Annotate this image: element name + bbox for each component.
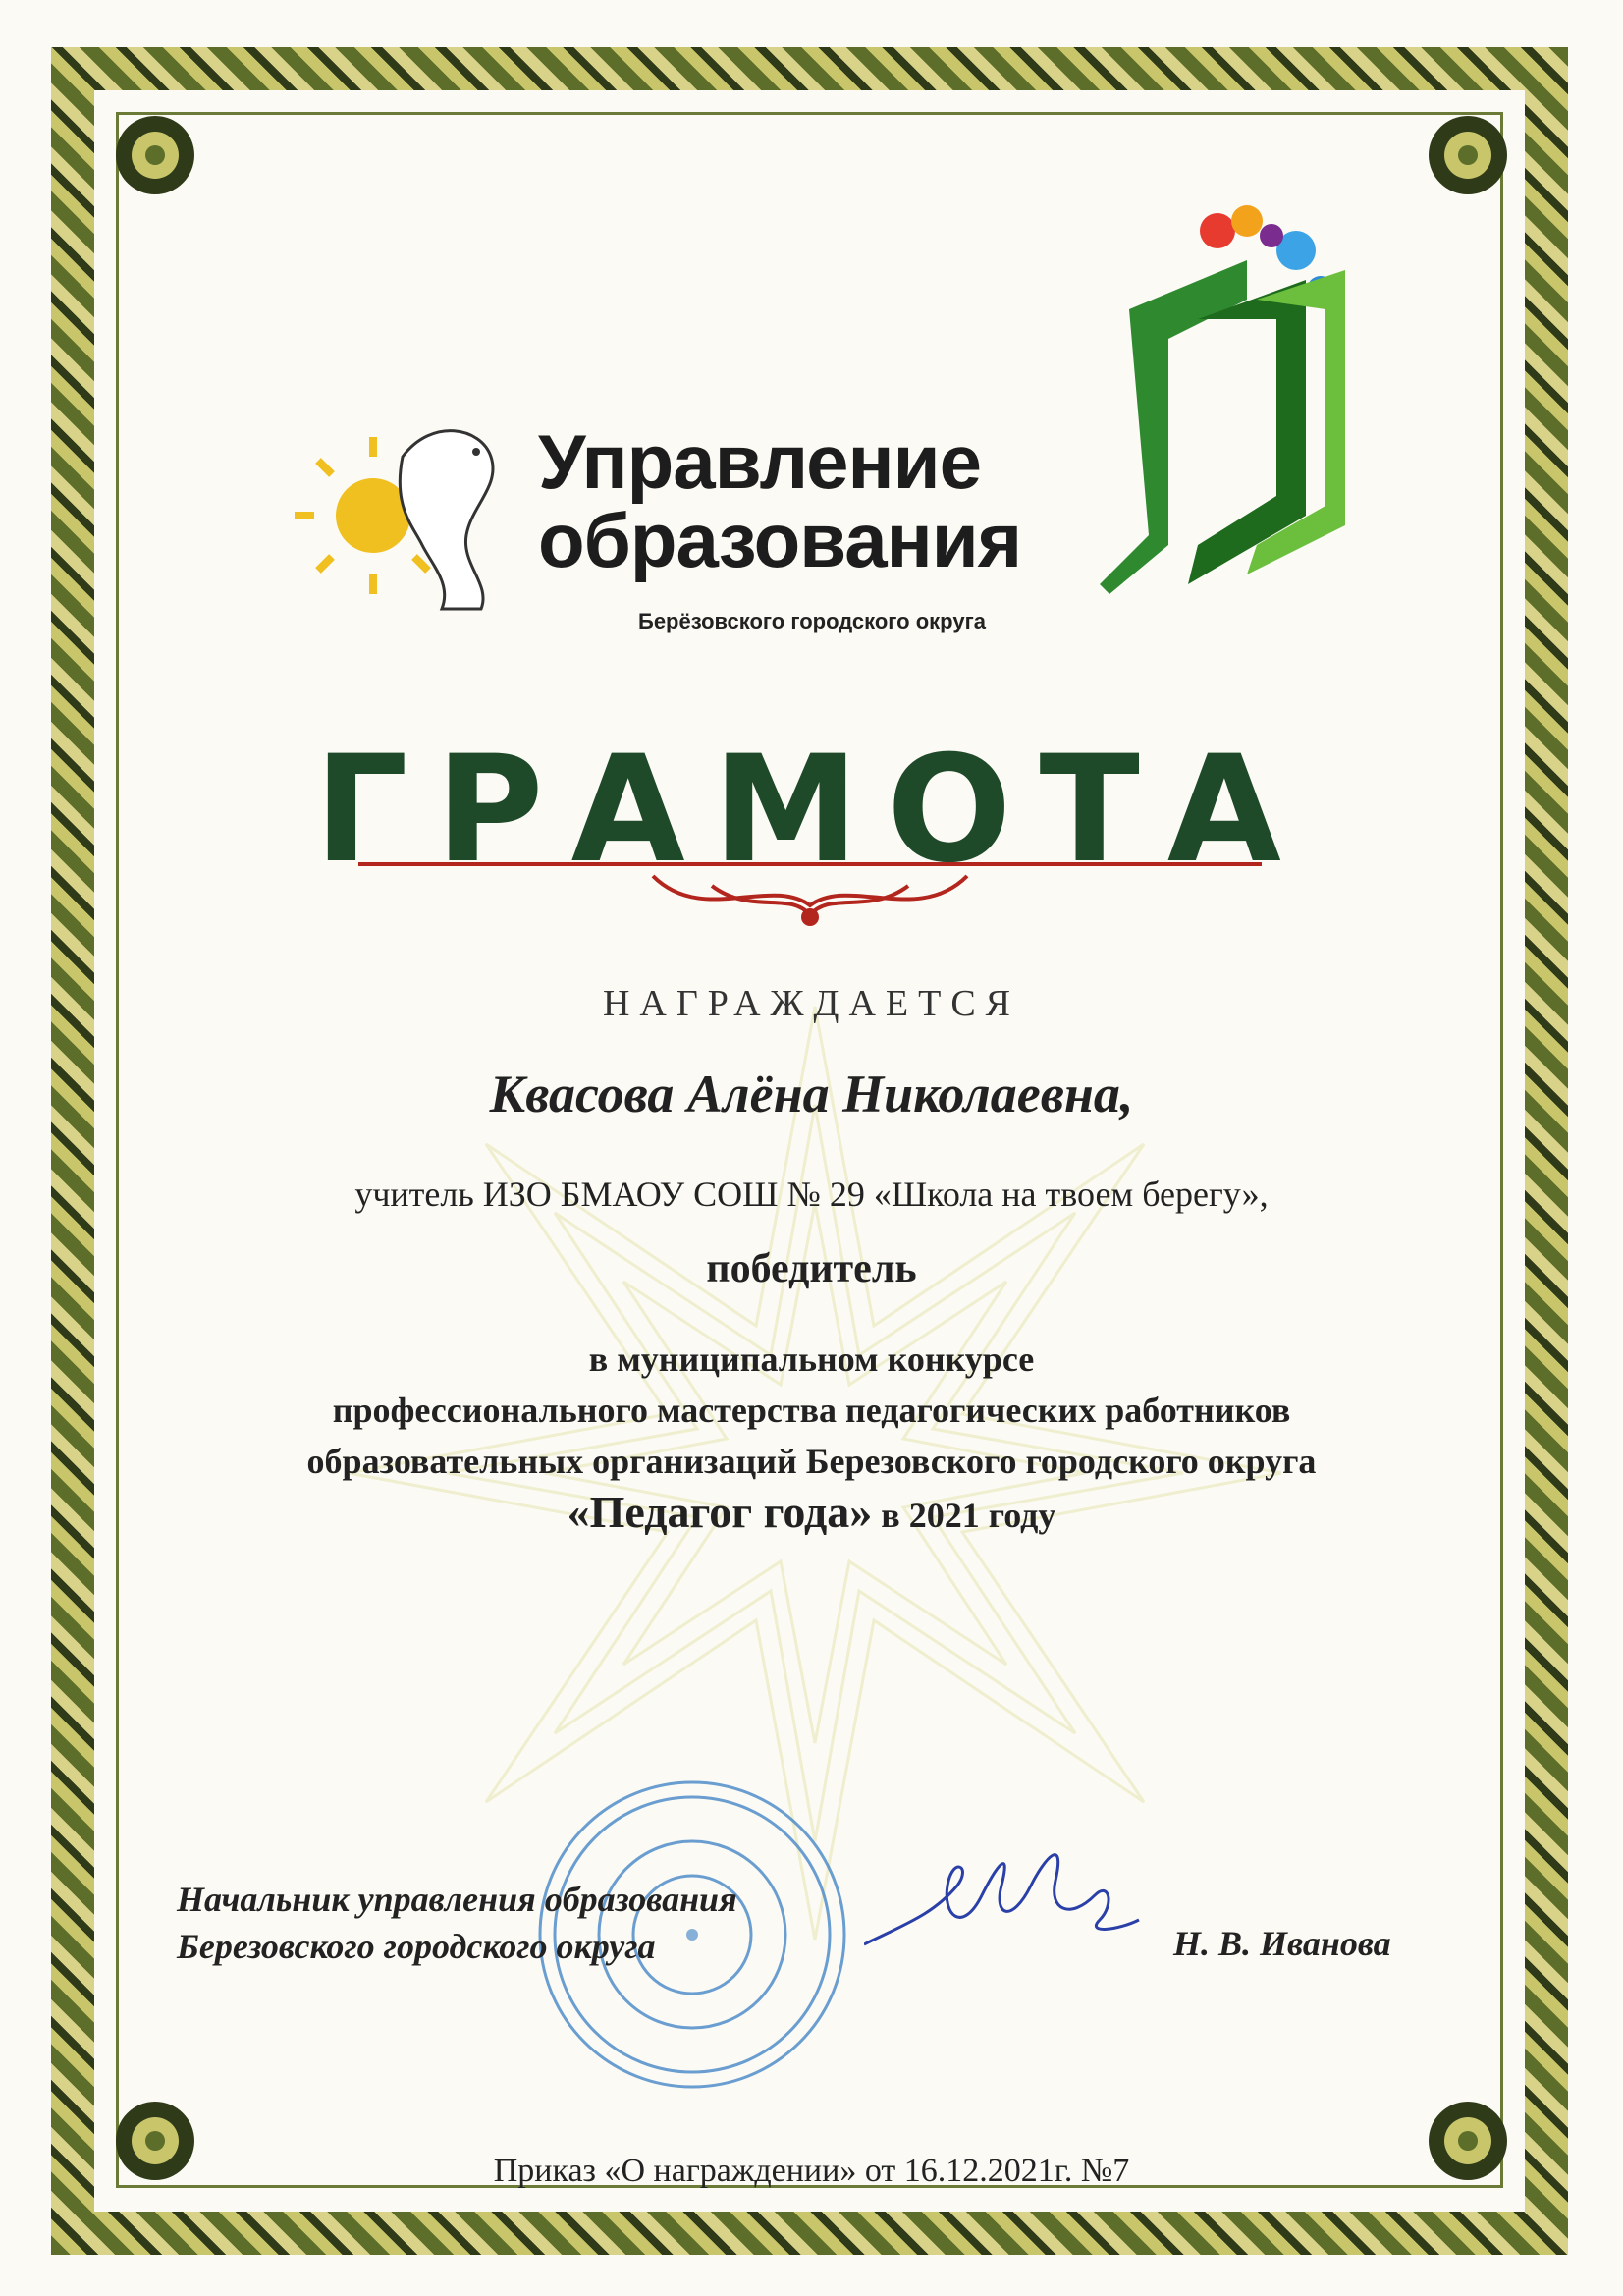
signatory-line1: Начальник управления образования: [177, 1880, 737, 1919]
leopard-sun-emblem-icon: [295, 398, 530, 624]
corner-ornament-icon: [96, 96, 214, 214]
awarded-label: НАГРАЖДАЕТСЯ: [602, 983, 1021, 1024]
signatory-line2: Березовского городского округа: [177, 1927, 656, 1966]
contest-name: «Педагог года»: [567, 1487, 873, 1537]
contest-line4: [0, 1487, 1623, 1541]
recipient-name: Квасова Алёна Николаевна,: [489, 1065, 1134, 1123]
logo-title-line2: образования: [538, 497, 1022, 583]
contest-line1: в муниципальном конкурсе: [588, 1339, 1035, 1379]
handwritten-signature-icon: [864, 1827, 1159, 1984]
logo-title: [538, 418, 1022, 583]
recipient-position: учитель ИЗО БМАОУ СОШ № 29 «Школа на твоем берегу»,: [354, 1175, 1269, 1214]
contest-line2: профессионального мастерства педагогических работников: [332, 1391, 1291, 1430]
signatory-title: [177, 1876, 737, 1970]
winner-label: победитель: [706, 1246, 917, 1291]
logo-title-line1: Управление: [538, 418, 981, 505]
certificate-title: ГРАМОТА: [314, 725, 1309, 896]
title-flourish-icon: [358, 856, 1262, 945]
order-reference: Приказ «О награждении» от 16.12.2021г. №7: [493, 2153, 1130, 2189]
logo-subtitle: Берёзовского городского округа: [638, 609, 986, 633]
corner-ornament-icon: [1409, 96, 1527, 214]
book-logo-icon: [1051, 191, 1384, 604]
contest-line3: образовательных организаций Березовского городского округа: [306, 1442, 1317, 1481]
contest-year: в 2021 году: [872, 1496, 1056, 1535]
contest-description: [0, 1334, 1623, 1541]
signatory-name: Н. В. Иванова: [1173, 1924, 1391, 1963]
